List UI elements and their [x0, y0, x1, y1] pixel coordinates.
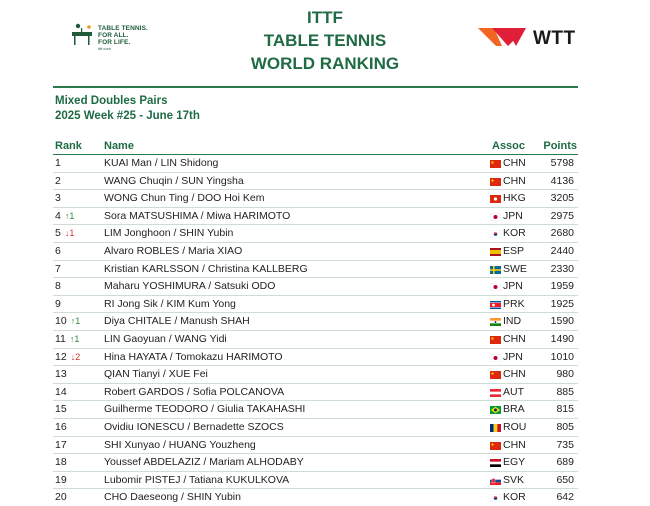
rank-number: 19 — [55, 473, 67, 486]
hkg-flag-icon — [490, 194, 501, 202]
points-value: 5798 — [550, 157, 574, 169]
ranking-week: 2025 Week #25 - June 17th — [55, 110, 200, 122]
pair-name: Youssef ABDELAZIZ / Mariam ALHODABY — [104, 456, 304, 469]
kor-flag-icon — [490, 229, 501, 237]
pair-name: Maharu YOSHIMURA / Satsuki ODO — [104, 280, 276, 293]
assoc-code: BRA — [503, 403, 525, 416]
rank-number: 18 — [55, 456, 67, 469]
rank-number: 8 — [55, 280, 61, 293]
title-line-sport: TABLE TENNIS — [263, 31, 387, 50]
table-header — [53, 139, 578, 155]
pair-name: WANG Chuqin / SUN Yingsha — [104, 174, 244, 187]
swe-flag-icon — [490, 265, 501, 273]
table-row — [53, 384, 578, 402]
rank-number: 17 — [55, 438, 67, 451]
ranking-subtitle — [55, 94, 200, 124]
points-value: 650 — [556, 473, 574, 486]
table-row — [53, 261, 578, 279]
rank-number: 4 — [55, 209, 61, 222]
rank-cell — [55, 227, 74, 240]
rank-number: 5 — [55, 227, 61, 240]
points-value: 642 — [556, 491, 574, 504]
table-row — [53, 208, 578, 226]
svk-flag-icon — [490, 476, 501, 484]
points-value: 2680 — [550, 227, 574, 240]
rank-down-indicator: ↓1 — [64, 228, 75, 239]
table-row — [53, 454, 578, 472]
points-value: 1490 — [550, 332, 574, 345]
jpn-flag-icon — [490, 212, 501, 220]
pair-name: SHI Xunyao / HUANG Youzheng — [104, 438, 256, 451]
header-assoc: Assoc — [492, 140, 526, 152]
rank-cell — [55, 474, 67, 487]
table-row — [53, 243, 578, 261]
rank-cell — [55, 315, 80, 328]
header — [0, 0, 650, 86]
pair-name: Ovidiu IONESCU / Bernadette SZOCS — [104, 420, 284, 433]
pair-name: Diya CHITALE / Manush SHAH — [104, 315, 250, 328]
rank-number: 2 — [55, 174, 61, 187]
assoc-code: CHN — [503, 157, 526, 169]
rank-cell — [55, 456, 67, 469]
rank-number: 16 — [55, 420, 67, 433]
rank-cell — [55, 175, 61, 188]
rank-cell — [55, 245, 61, 258]
rank-up-indicator: ↑1 — [70, 316, 81, 327]
wtt-mark-icon — [478, 26, 530, 50]
rank-cell — [55, 439, 67, 452]
pair-name: LIM Jonghoon / SHIN Yubin — [104, 227, 234, 240]
assoc-code: JPN — [503, 350, 523, 363]
points-value: 805 — [556, 420, 574, 433]
rank-cell — [55, 280, 61, 293]
rank-cell — [55, 210, 74, 223]
rank-cell — [55, 491, 67, 504]
pair-name: Sora MATSUSHIMA / Miwa HARIMOTO — [104, 209, 291, 222]
rank-cell — [55, 368, 67, 381]
header-points: Points — [543, 140, 577, 152]
assoc-code: HKG — [503, 192, 526, 205]
pair-name: Robert GARDOS / Sofia POLCANOVA — [104, 385, 285, 398]
rank-cell — [55, 403, 67, 416]
ind-flag-icon — [490, 317, 501, 325]
rank-cell — [55, 263, 61, 276]
rank-cell — [55, 157, 61, 170]
ittf-logo-url: ittf.com — [98, 46, 111, 51]
points-value: 1590 — [550, 315, 574, 328]
rank-cell — [55, 386, 67, 399]
assoc-code: PRK — [503, 297, 525, 310]
pair-name: QIAN Tianyi / XUE Fei — [104, 368, 208, 381]
assoc-code: ROU — [503, 420, 527, 433]
pair-name: Lubomir PISTEJ / Tatiana KUKULKOVA — [104, 473, 290, 486]
rank-number: 14 — [55, 385, 67, 398]
ittf-logo-text: TABLE TENNIS. FOR ALL. FOR LIFE. — [98, 25, 148, 46]
points-value: 1925 — [550, 297, 574, 310]
assoc-code: CHN — [503, 368, 526, 381]
points-value: 2975 — [550, 209, 574, 222]
points-value: 735 — [556, 438, 574, 451]
table-row — [53, 190, 578, 208]
rank-number: 15 — [55, 403, 67, 416]
points-value: 2440 — [550, 244, 574, 257]
ranking-table — [53, 155, 578, 506]
rank-cell — [55, 421, 67, 434]
chn-flag-icon — [490, 441, 501, 449]
table-row — [53, 472, 578, 490]
rou-flag-icon — [490, 423, 501, 431]
table-row — [53, 155, 578, 173]
table-row — [53, 366, 578, 384]
table-row — [53, 296, 578, 314]
egy-flag-icon — [490, 458, 501, 466]
rank-number: 9 — [55, 297, 61, 310]
rank-cell — [55, 192, 61, 205]
rank-number: 7 — [55, 262, 61, 275]
table-row — [53, 489, 578, 506]
assoc-code: EGY — [503, 456, 526, 469]
assoc-code: CHN — [503, 438, 526, 451]
jpn-flag-icon — [490, 353, 501, 361]
assoc-code: IND — [503, 315, 522, 328]
jpn-flag-icon — [490, 282, 501, 290]
assoc-code: AUT — [503, 385, 524, 398]
rank-number: 11 — [55, 332, 66, 345]
wtt-logo-text: WTT — [533, 28, 576, 49]
pair-name: Hina HAYATA / Tomokazu HARIMOTO — [104, 350, 283, 363]
table-row — [53, 225, 578, 243]
rank-cell — [55, 333, 79, 346]
chn-flag-icon — [490, 159, 501, 167]
title-line-ranking: WORLD RANKING — [250, 54, 400, 73]
points-value: 2330 — [550, 262, 574, 275]
rank-number: 13 — [55, 368, 67, 381]
assoc-code: SWE — [503, 262, 527, 275]
rank-number: 6 — [55, 244, 61, 257]
assoc-code: ESP — [503, 244, 525, 257]
pair-name: WONG Chun Ting / DOO Hoi Kem — [104, 192, 265, 205]
table-row — [53, 437, 578, 455]
chn-flag-icon — [490, 335, 501, 343]
pair-name: CHO Daeseong / SHIN Yubin — [104, 491, 241, 504]
header-rank: Rank — [55, 140, 82, 152]
points-value: 1959 — [550, 280, 574, 293]
points-value: 4136 — [550, 174, 574, 187]
table-row — [53, 173, 578, 191]
rank-number: 20 — [55, 491, 67, 504]
points-value: 980 — [556, 368, 574, 381]
header-divider — [53, 86, 578, 88]
bra-flag-icon — [490, 405, 501, 413]
assoc-code: KOR — [503, 491, 526, 504]
chn-flag-icon — [490, 177, 501, 185]
rank-up-indicator: ↑1 — [64, 210, 75, 221]
assoc-code: KOR — [503, 227, 526, 240]
points-value: 815 — [556, 403, 574, 416]
pair-name: RI Jong Sik / KIM Kum Yong — [104, 297, 236, 310]
table-row — [53, 419, 578, 437]
esp-flag-icon — [490, 247, 501, 255]
aut-flag-icon — [490, 388, 501, 396]
rank-cell — [55, 298, 61, 311]
rank-number: 3 — [55, 192, 61, 205]
pair-name: LIN Gaoyuan / WANG Yidi — [104, 332, 227, 345]
assoc-code: CHN — [503, 332, 526, 345]
points-value: 1010 — [550, 350, 574, 363]
rank-down-indicator: ↓2 — [70, 351, 81, 362]
table-row — [53, 313, 578, 331]
rank-number: 1 — [55, 157, 61, 169]
title-line-ittf: ITTF — [307, 8, 343, 27]
pair-name: Guilherme TEODORO / Giulia TAKAHASHI — [104, 403, 306, 416]
rank-cell — [55, 351, 80, 364]
table-row — [53, 331, 578, 349]
rank-up-indicator: ↑1 — [69, 333, 80, 344]
wtt-logo — [478, 26, 578, 52]
prk-flag-icon — [490, 300, 501, 308]
assoc-code: JPN — [503, 209, 523, 222]
assoc-code: SVK — [503, 473, 525, 486]
kor-flag-icon — [490, 493, 501, 501]
assoc-code: CHN — [503, 174, 526, 187]
ranking-category: Mixed Doubles Pairs — [55, 95, 168, 107]
pair-name: Alvaro ROBLES / Maria XIAO — [104, 244, 243, 257]
table-row — [53, 401, 578, 419]
pair-name: Kristian KARLSSON / Christina KALLBERG — [104, 262, 308, 275]
pair-name: KUAI Man / LIN Shidong — [104, 157, 219, 169]
points-value: 689 — [556, 456, 574, 469]
table-row — [53, 278, 578, 296]
header-name: Name — [104, 140, 134, 152]
assoc-code: JPN — [503, 280, 523, 293]
rank-number: 12 — [55, 350, 67, 363]
points-value: 885 — [556, 385, 574, 398]
rank-number: 10 — [55, 315, 67, 328]
chn-flag-icon — [490, 370, 501, 378]
table-row — [53, 349, 578, 367]
points-value: 3205 — [550, 192, 574, 205]
